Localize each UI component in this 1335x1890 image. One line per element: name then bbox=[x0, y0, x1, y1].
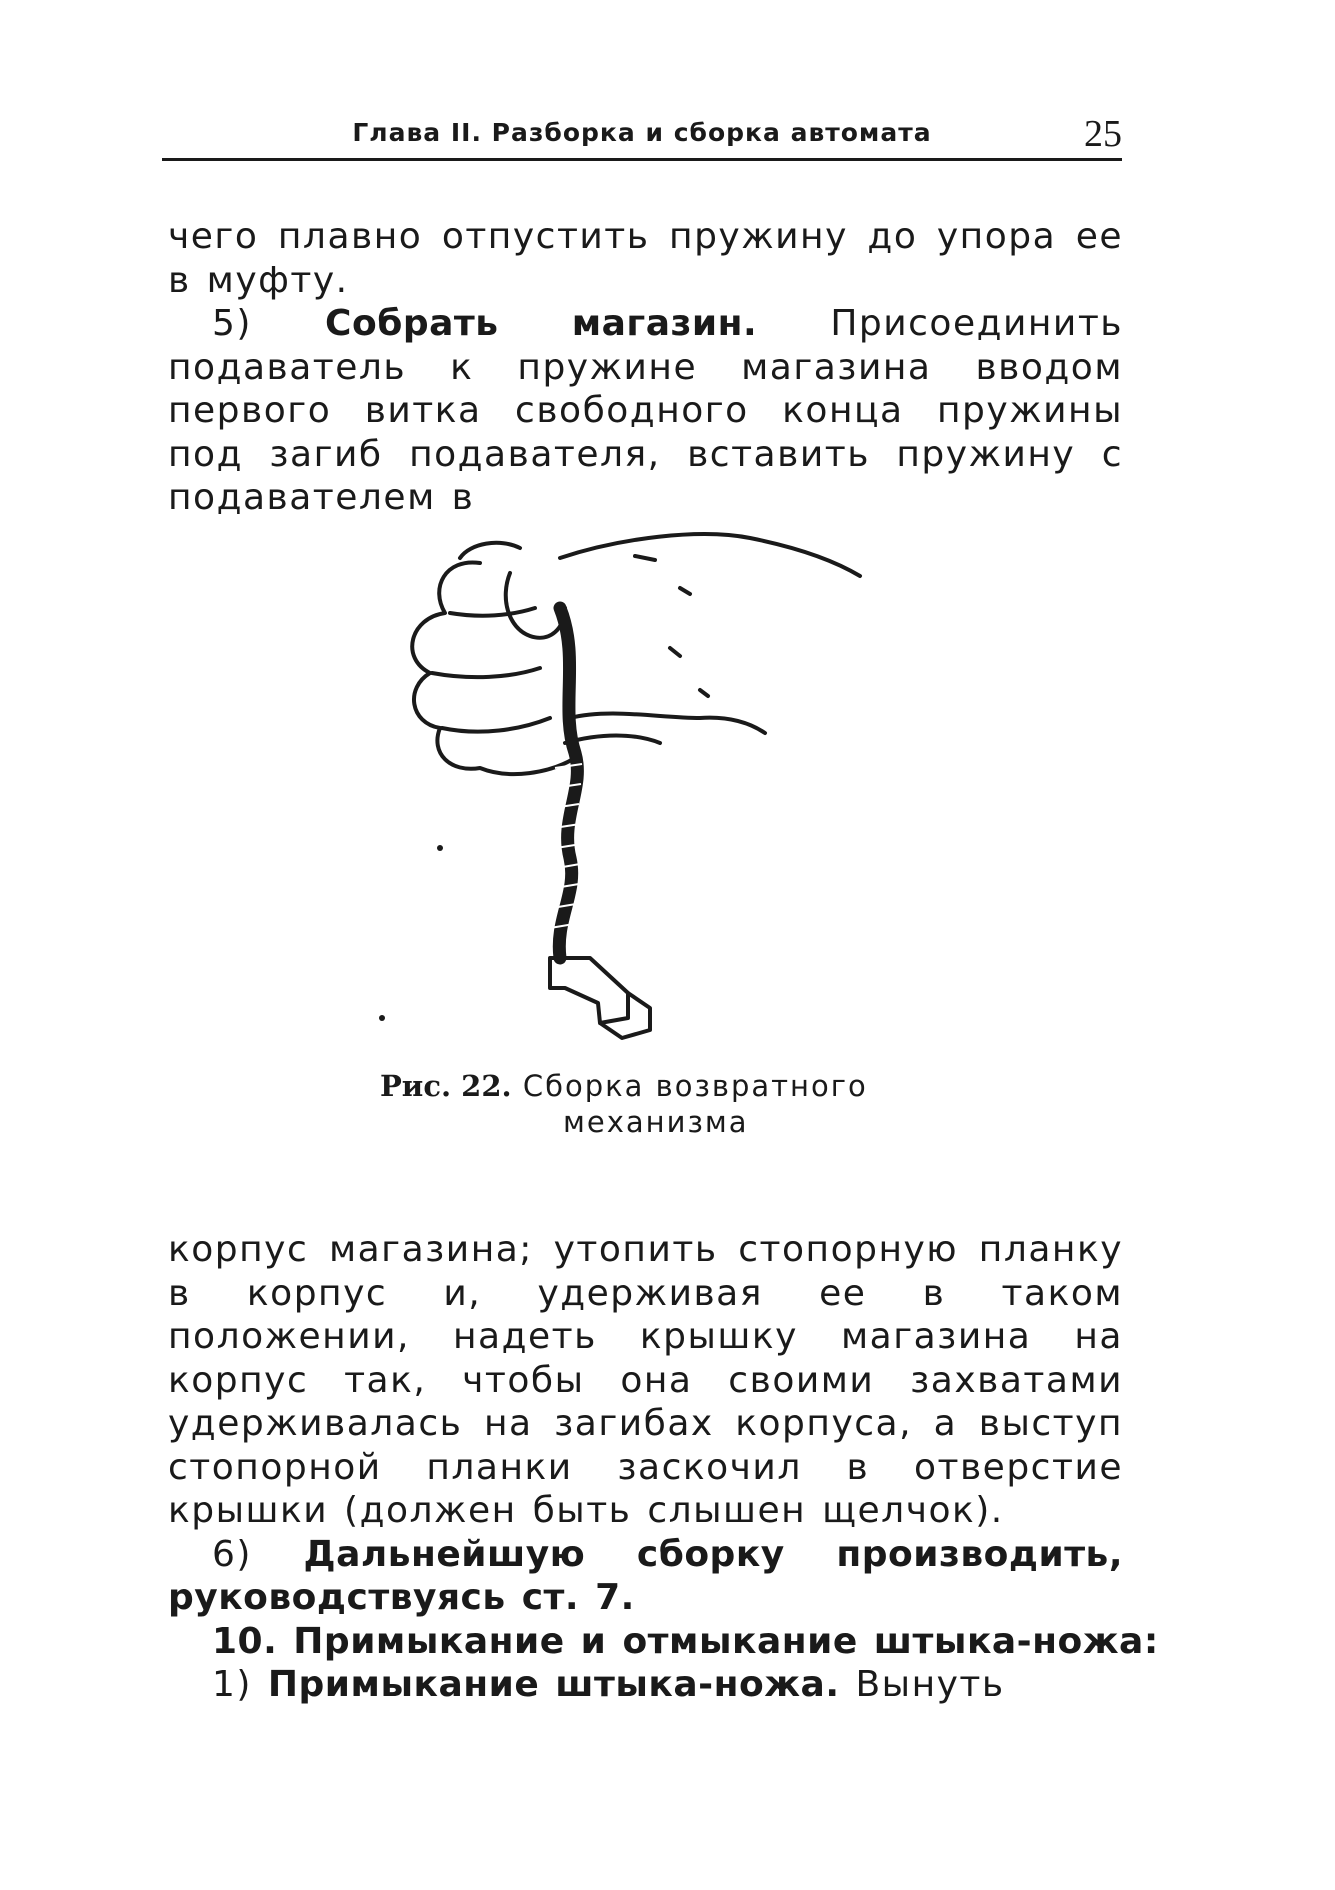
step-number: 6) bbox=[212, 1533, 252, 1575]
step-title: Примыкание штыка-ножа. bbox=[267, 1664, 840, 1705]
paragraph-text: корпус магазина; утопить стопорную планку в корпус и, удерживая ее в таком положении, надеть крышку магазина на корпус так, чтобы она своими захватами удерживалась на загибах корпуса, а выступ стопорной планки заскочил в отверстие крышки (должен быть слышен щелчок). bbox=[168, 1229, 1123, 1531]
figure-hand-spring bbox=[360, 518, 940, 1048]
section-heading-10 bbox=[168, 1620, 1159, 1664]
caption-text-continuation: механизма bbox=[563, 1105, 749, 1139]
header-rule bbox=[162, 158, 1122, 161]
section-title: 10. Примыкание и отмыкание штыка-ножа: bbox=[212, 1620, 1159, 1662]
page-number: 25 bbox=[1084, 113, 1122, 155]
step-title: Дальнейшую сборку производить, руководствуясь ст. 7. bbox=[168, 1533, 1124, 1618]
paragraph-text: Присоединить подаватель к пружине магазина вводом первого витка свободного конца пружины под загиб подавателя, вставить пружину с подавателем в bbox=[168, 303, 1124, 518]
caption-label: Рис. 22. bbox=[380, 1069, 512, 1103]
text-block-top bbox=[168, 215, 1123, 520]
paragraph-step-5 bbox=[168, 302, 1123, 520]
caption-text: Сборка возвратного bbox=[522, 1069, 868, 1103]
paragraph-continuation bbox=[168, 1228, 1123, 1533]
step-number: 1) bbox=[212, 1664, 252, 1705]
figure-caption bbox=[380, 1068, 940, 1140]
step-number: 5) bbox=[212, 303, 252, 344]
paragraph-text: чего плавно отпустить пружину до упора ее в муфту. bbox=[168, 216, 1123, 301]
hand-spring-illustration bbox=[360, 518, 940, 1048]
text-block-bottom bbox=[168, 1228, 1159, 1707]
page-header bbox=[162, 112, 1122, 162]
paragraph-step-1 bbox=[168, 1663, 1123, 1707]
step-title: Собрать магазин. bbox=[325, 303, 758, 344]
paragraph-text: Вынуть bbox=[855, 1664, 1005, 1705]
paragraph-continuation bbox=[168, 215, 1123, 302]
running-head: Глава II. Разборка и сборка автомата bbox=[352, 118, 932, 147]
paragraph-step-6 bbox=[168, 1533, 1123, 1620]
